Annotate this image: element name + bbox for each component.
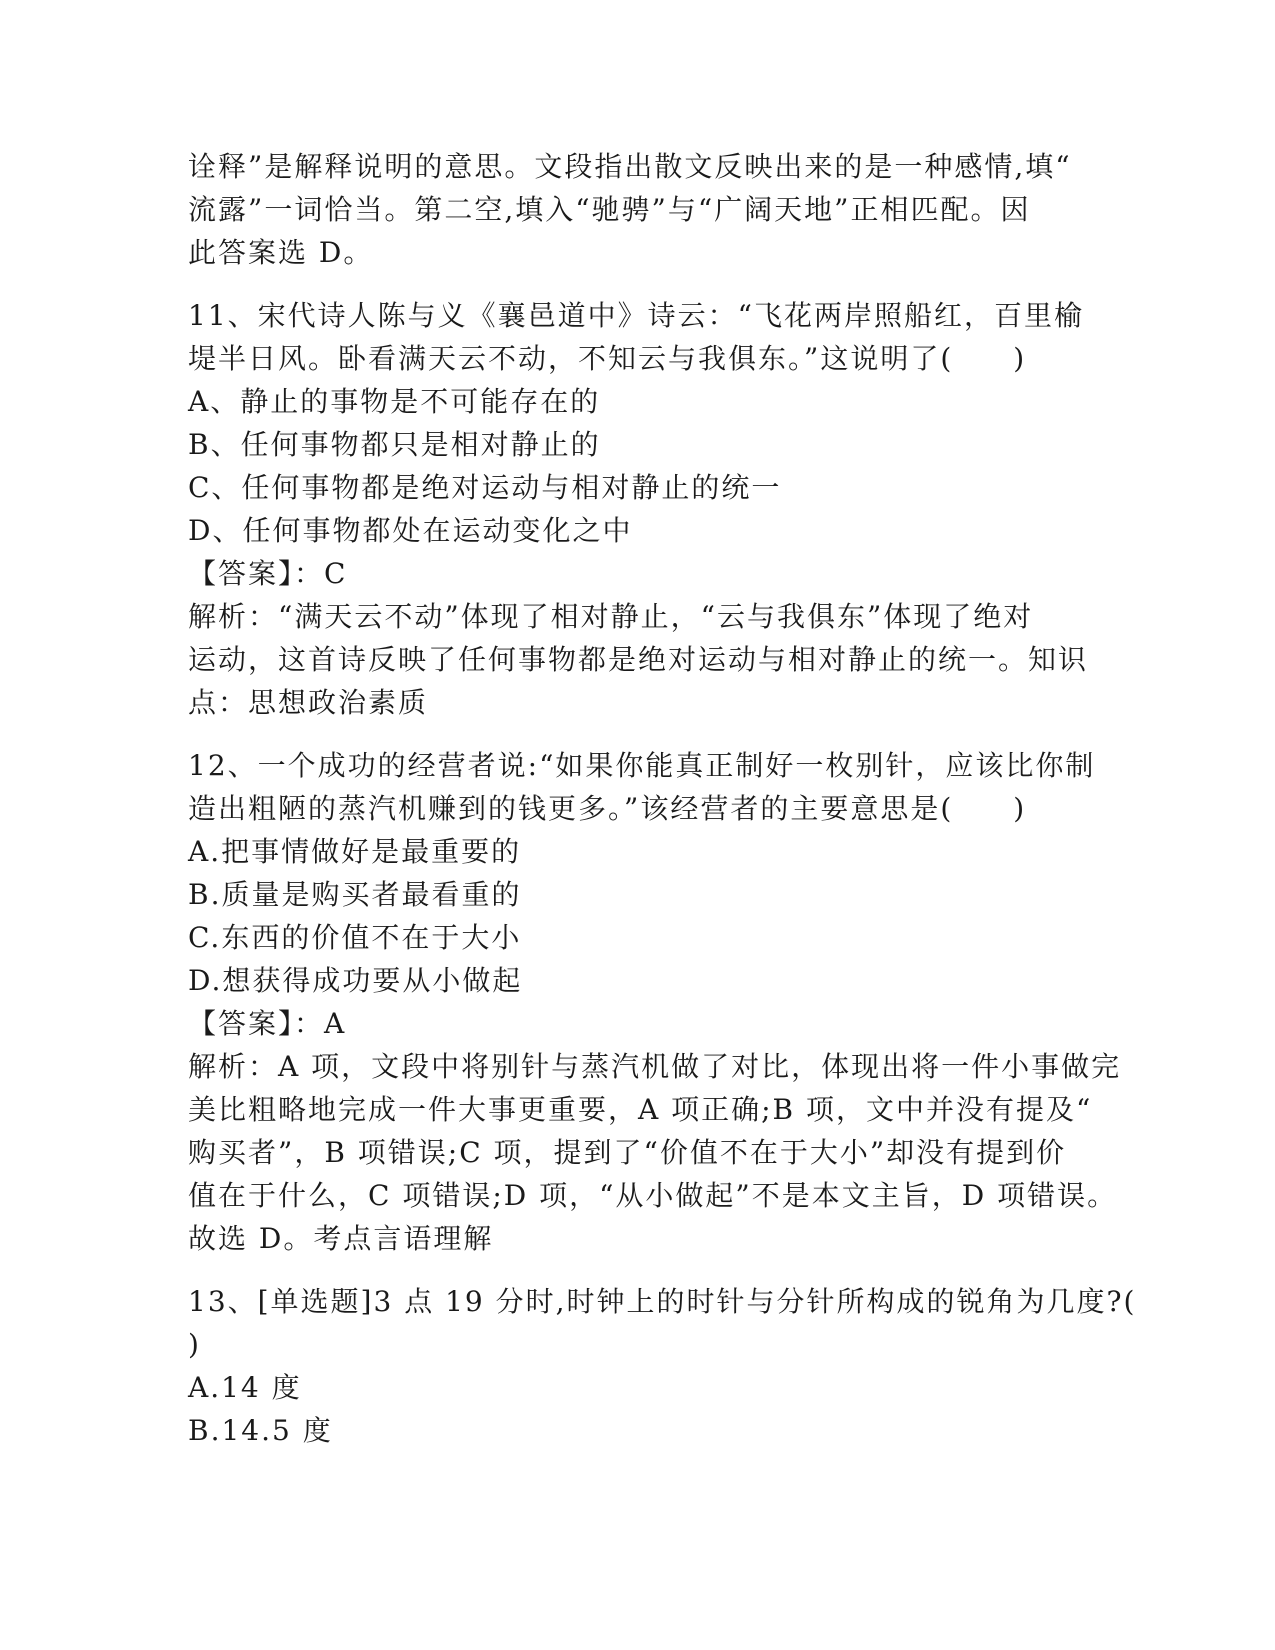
question-stem-line: 13、[单选题]3 点 19 分时,时钟上的时针与分针所构成的锐角为几度?( (188, 1285, 1137, 1318)
question-stem-line: 11、宋代诗人陈与义《襄邑道中》诗云：“飞花两岸照船红，百里榆 (188, 299, 1084, 332)
document-page (188, 145, 1137, 1452)
analysis-line: 解析：A 项，文段中将别针与蒸汽机做了对比，体现出将一件小事做完 (188, 1050, 1122, 1083)
question-stem-line: ) (188, 1328, 201, 1361)
answer-line: 【答案】：C (188, 557, 348, 590)
analysis-line: 美比粗略地完成一件大事更重要，A 项正确;B 项，文中并没有提及“ (188, 1093, 1093, 1126)
spacer (188, 724, 1088, 744)
question-stem-line: 造出粗陋的蒸汽机赚到的钱更多。”该经营者的主要意思是( ) (188, 792, 1027, 825)
option-d: D.想获得成功要从小做起 (188, 964, 523, 997)
analysis-line: 故选 D。考点言语理解 (188, 1222, 494, 1255)
spacer (188, 274, 1088, 294)
option-a: A.14 度 (188, 1371, 302, 1404)
answer-line: 【答案】：A (188, 1007, 347, 1040)
previous-analysis-continuation (188, 145, 1088, 274)
analysis-line: 购买者”，B 项错误;C 项，提到了“价值不在于大小”却没有提到价 (188, 1136, 1067, 1169)
question-11 (188, 294, 1088, 724)
question-13 (188, 1280, 1137, 1452)
question-stem-line: 堤半日风。卧看满天云不动，不知云与我俱东。”这说明了( ) (188, 342, 1027, 375)
text-line: 诠释”是解释说明的意思。文段指出散文反映出来的是一种感情,填“ (188, 150, 1072, 183)
option-b: B.质量是购买者最看重的 (188, 878, 522, 911)
option-a: A、静止的事物是不可能存在的 (188, 385, 601, 418)
analysis-line: 点：思想政治素质 (188, 686, 429, 719)
text-line: 此答案选 D。 (188, 236, 374, 269)
analysis-line: 值在于什么，C 项错误;D 项，“从小做起”不是本文主旨，D 项错误。 (188, 1179, 1118, 1212)
analysis-line: 运动，这首诗反映了任何事物都是绝对运动与相对静止的统一。知识 (188, 643, 1089, 676)
question-12 (188, 744, 1122, 1260)
option-c: C.东西的价值不在于大小 (188, 921, 522, 954)
spacer (188, 1260, 1088, 1280)
option-b: B、任何事物都只是相对静止的 (188, 428, 601, 461)
option-c: C、任何事物都是绝对运动与相对静止的统一 (188, 471, 782, 504)
option-d: D、任何事物都处在运动变化之中 (188, 514, 633, 547)
option-b: B.14.5 度 (188, 1414, 333, 1447)
option-a: A.把事情做好是最重要的 (188, 835, 522, 868)
text-line: 流露”一词恰当。第二空,填入“驰骋”与“广阔天地”正相匹配。因 (188, 193, 1031, 226)
question-stem-line: 12、一个成功的经营者说:“如果你能真正制好一枚别针，应该比你制 (188, 749, 1096, 782)
analysis-line: 解析：“满天云不动”体现了相对静止，“云与我俱东”体现了绝对 (188, 600, 1034, 633)
